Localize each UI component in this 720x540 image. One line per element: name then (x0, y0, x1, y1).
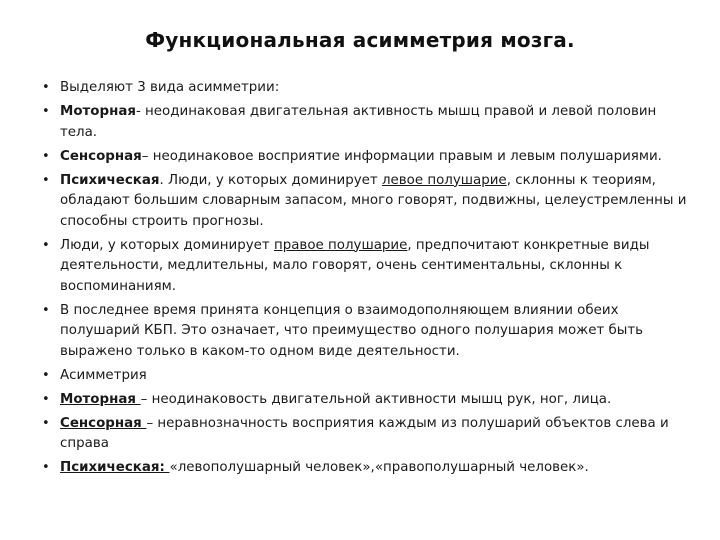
bullet-item (38, 458, 690, 479)
bullet-dot: • (42, 172, 50, 188)
bullet-text: Асимметрия (60, 367, 147, 383)
bullet-text-pre: . Люди, у которых доминирует (159, 172, 382, 188)
bullet-dot: • (42, 302, 50, 318)
bullet-dot: • (42, 148, 50, 164)
term-psychic: Психическая (60, 172, 160, 188)
bullet-dot: • (42, 104, 50, 119)
bullet-text: - неодинаковая двигательная активность мышц правой и левой половин тела. (60, 104, 657, 140)
bullet-text-pre: Люди, у которых доминирует (60, 237, 274, 253)
bullet-item (38, 147, 690, 168)
bullet-item (38, 301, 690, 363)
bullet-list (38, 78, 690, 482)
bullet-dot: • (42, 237, 50, 253)
bullet-text: – неравнозначность восприятия каждым из полушарий объектов слева и справа (60, 415, 669, 451)
bullet-dot: • (42, 391, 50, 407)
term-motor: Моторная (60, 104, 136, 119)
bullet-dot: • (42, 80, 50, 95)
bullet-dot: • (42, 367, 50, 383)
bullet-item (38, 390, 690, 411)
bullet-item (38, 366, 690, 387)
term-sensory: Сенсорная (60, 148, 142, 164)
slide-title: Функциональная асимметрия мозга. (145, 28, 575, 52)
bullet-text-post: , склонны к теориям, обладают большим словарным запасом, много говорят, подвижны, целеустремленны и способны строить прогнозы. (60, 172, 687, 229)
bullet-dot: • (42, 415, 50, 431)
bullet-item (38, 236, 690, 298)
bullet-item (38, 171, 690, 233)
bullet-item (38, 78, 690, 99)
link-right-hemisphere[interactable]: правое полушарие (273, 237, 408, 253)
bullet-item (38, 102, 690, 143)
link-left-hemisphere[interactable]: левое полушарие (381, 172, 507, 188)
bullet-item (38, 414, 690, 455)
bullet-text: «левополушарный человек»,«правополушарный человек». (169, 460, 589, 475)
bullet-text: – неодинаковое восприятие информации правым и левым полушариями. (141, 148, 662, 164)
term-sensory-underlined: Сенсорная (60, 415, 147, 431)
bullet-text: – неодинаковость двигательной активности мышц рук, ног, лица. (140, 391, 612, 407)
term-psychic-underlined: Психическая: (60, 460, 170, 475)
bullet-text-post: , предпочитают конкретные виды деятельности, медлительны, мало говорят, очень сентиментальны, склонны к воспоминаниям. (60, 237, 650, 294)
bullet-dot: • (42, 460, 50, 475)
bullet-text: В последнее время принята концепция о взаимодополняющем влиянии обеих полушарий КБП. Это означает, что преимущество одного полушария может быть выражено только в каком-то одном виде деятельности. (60, 302, 644, 359)
term-motor-underlined: Моторная (60, 391, 141, 407)
bullet-text: Выделяют 3 вида асимметрии: (60, 80, 280, 95)
